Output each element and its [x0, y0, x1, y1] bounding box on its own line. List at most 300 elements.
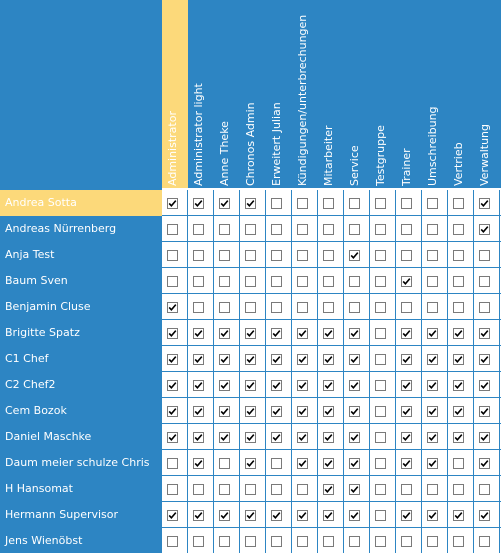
membership-checkbox[interactable]	[479, 484, 490, 495]
membership-checkbox[interactable]	[219, 250, 230, 261]
membership-checkbox[interactable]	[193, 406, 204, 417]
checkmark-icon	[220, 433, 229, 442]
membership-checkbox[interactable]	[219, 276, 230, 287]
checkmark-icon	[428, 329, 437, 338]
membership-checkbox[interactable]	[219, 458, 230, 469]
grid-divider	[162, 215, 501, 216]
membership-checkbox[interactable]	[245, 198, 256, 209]
checkmark-icon	[298, 329, 307, 338]
column-header-label: Mitarbeiter	[322, 125, 335, 186]
checkmark-icon	[350, 381, 359, 390]
column-header[interactable]	[422, 0, 448, 188]
membership-checkbox[interactable]	[219, 302, 230, 313]
membership-checkbox[interactable]	[167, 536, 178, 547]
membership-checkbox[interactable]	[219, 328, 230, 339]
membership-checkbox[interactable]	[297, 484, 308, 495]
membership-checkbox[interactable]	[323, 536, 334, 547]
membership-checkbox[interactable]	[453, 328, 464, 339]
checkmark-icon	[480, 511, 489, 520]
membership-checkbox[interactable]	[193, 510, 204, 521]
membership-checkbox[interactable]	[427, 406, 438, 417]
membership-checkbox[interactable]	[271, 432, 282, 443]
checkmark-icon	[402, 511, 411, 520]
grid-divider	[162, 319, 501, 320]
membership-checkbox[interactable]	[479, 302, 490, 313]
membership-checkbox[interactable]	[297, 276, 308, 287]
membership-checkbox[interactable]	[193, 380, 204, 391]
membership-checkbox[interactable]	[453, 484, 464, 495]
checkmark-icon	[220, 329, 229, 338]
membership-checkbox[interactable]	[375, 250, 386, 261]
checkmark-icon	[480, 225, 489, 234]
membership-checkbox[interactable]	[219, 484, 230, 495]
column-header-label: Service	[348, 145, 361, 186]
membership-checkbox[interactable]	[245, 250, 256, 261]
checkmark-icon	[298, 459, 307, 468]
checkmark-icon	[428, 459, 437, 468]
membership-checkbox[interactable]	[167, 432, 178, 443]
checkmark-icon	[454, 355, 463, 364]
checkmark-icon	[324, 329, 333, 338]
membership-checkbox[interactable]	[271, 484, 282, 495]
user-name[interactable]: Jens Wienöbst	[5, 534, 83, 547]
membership-checkbox[interactable]	[323, 224, 334, 235]
checkmark-icon	[402, 407, 411, 416]
membership-checkbox[interactable]	[245, 484, 256, 495]
membership-checkbox[interactable]	[349, 458, 360, 469]
checkmark-icon	[272, 511, 281, 520]
membership-checkbox[interactable]	[427, 484, 438, 495]
user-name[interactable]: Daum meier schulze Chris	[5, 456, 150, 469]
membership-checkbox[interactable]	[219, 224, 230, 235]
membership-checkbox[interactable]	[427, 380, 438, 391]
membership-checkbox[interactable]	[479, 432, 490, 443]
membership-checkbox[interactable]	[297, 432, 308, 443]
membership-checkbox[interactable]	[297, 328, 308, 339]
checkmark-icon	[194, 433, 203, 442]
membership-checkbox[interactable]	[349, 302, 360, 313]
membership-checkbox[interactable]	[323, 510, 334, 521]
membership-checkbox[interactable]	[297, 198, 308, 209]
membership-checkbox[interactable]	[401, 276, 412, 287]
membership-checkbox[interactable]	[323, 484, 334, 495]
membership-checkbox[interactable]	[453, 406, 464, 417]
membership-checkbox[interactable]	[401, 510, 412, 521]
checkmark-icon	[480, 199, 489, 208]
membership-checkbox[interactable]	[271, 276, 282, 287]
user-name[interactable]: Hermann Supervisor	[5, 508, 119, 521]
user-name[interactable]: Brigitte Spatz	[5, 326, 80, 339]
checkmark-icon	[480, 433, 489, 442]
checkmark-icon	[168, 329, 177, 338]
membership-checkbox[interactable]	[297, 224, 308, 235]
column-header[interactable]	[448, 0, 474, 188]
checkmark-icon	[402, 381, 411, 390]
user-name[interactable]: Daniel Maschke	[5, 430, 92, 443]
membership-checkbox[interactable]	[375, 276, 386, 287]
membership-checkbox[interactable]	[193, 302, 204, 313]
checkmark-icon	[272, 407, 281, 416]
column-header[interactable]	[396, 0, 422, 188]
membership-checkbox[interactable]	[193, 484, 204, 495]
grid-divider	[162, 293, 501, 294]
membership-checkbox[interactable]	[479, 328, 490, 339]
checkmark-icon	[480, 381, 489, 390]
membership-checkbox[interactable]	[193, 328, 204, 339]
checkmark-icon	[246, 381, 255, 390]
membership-checkbox[interactable]	[349, 536, 360, 547]
membership-checkbox[interactable]	[375, 510, 386, 521]
membership-checkbox[interactable]	[479, 224, 490, 235]
membership-checkbox[interactable]	[427, 458, 438, 469]
membership-checkbox[interactable]	[219, 536, 230, 547]
membership-checkbox[interactable]	[349, 354, 360, 365]
membership-checkbox[interactable]	[323, 250, 334, 261]
membership-checkbox[interactable]	[245, 536, 256, 547]
membership-checkbox[interactable]	[401, 354, 412, 365]
membership-checkbox[interactable]	[375, 198, 386, 209]
membership-checkbox[interactable]	[427, 328, 438, 339]
membership-checkbox[interactable]	[297, 354, 308, 365]
membership-checkbox[interactable]	[245, 432, 256, 443]
checkmark-icon	[324, 433, 333, 442]
membership-checkbox[interactable]	[245, 302, 256, 313]
membership-checkbox[interactable]	[401, 250, 412, 261]
membership-checkbox[interactable]	[219, 354, 230, 365]
membership-checkbox[interactable]	[479, 406, 490, 417]
column-header[interactable]	[266, 0, 292, 188]
membership-checkbox[interactable]	[427, 250, 438, 261]
checkmark-icon	[324, 355, 333, 364]
checkmark-icon	[350, 251, 359, 260]
grid-divider	[162, 501, 501, 502]
checkmark-icon	[246, 407, 255, 416]
membership-checkbox[interactable]	[271, 380, 282, 391]
checkmark-icon	[194, 199, 203, 208]
membership-checkbox[interactable]	[219, 198, 230, 209]
column-header[interactable]	[344, 0, 370, 188]
membership-checkbox[interactable]	[401, 432, 412, 443]
membership-checkbox[interactable]	[193, 458, 204, 469]
checkmark-icon	[194, 407, 203, 416]
membership-checkbox[interactable]	[349, 510, 360, 521]
column-header[interactable]	[292, 0, 318, 188]
membership-checkbox[interactable]	[453, 380, 464, 391]
membership-checkbox[interactable]	[479, 198, 490, 209]
membership-checkbox[interactable]	[245, 458, 256, 469]
user-name[interactable]: C1 Chef	[5, 352, 49, 365]
user-name[interactable]: Cem Bozok	[5, 404, 67, 417]
grid-divider	[162, 397, 501, 398]
membership-checkbox[interactable]	[167, 406, 178, 417]
membership-checkbox[interactable]	[167, 458, 178, 469]
membership-checkbox[interactable]	[167, 484, 178, 495]
column-header[interactable]	[474, 0, 500, 188]
membership-checkbox[interactable]	[271, 458, 282, 469]
membership-checkbox[interactable]	[427, 510, 438, 521]
checkmark-icon	[428, 355, 437, 364]
column-header[interactable]	[162, 0, 188, 188]
checkmark-icon	[220, 355, 229, 364]
column-header-label: Verwaltung	[478, 124, 491, 186]
membership-checkbox[interactable]	[323, 458, 334, 469]
membership-checkbox[interactable]	[479, 510, 490, 521]
membership-checkbox[interactable]	[193, 276, 204, 287]
checkmark-icon	[168, 381, 177, 390]
column-header[interactable]	[214, 0, 240, 188]
user-name[interactable]: Anja Test	[5, 248, 55, 261]
membership-checkbox[interactable]	[453, 198, 464, 209]
checkmark-icon	[350, 459, 359, 468]
membership-checkbox[interactable]	[453, 458, 464, 469]
membership-checkbox[interactable]	[427, 302, 438, 313]
checkmark-icon	[350, 355, 359, 364]
membership-checkbox[interactable]	[245, 224, 256, 235]
membership-checkbox[interactable]	[323, 302, 334, 313]
membership-checkbox[interactable]	[479, 536, 490, 547]
membership-checkbox[interactable]	[193, 250, 204, 261]
membership-checkbox[interactable]	[479, 354, 490, 365]
membership-checkbox[interactable]	[375, 432, 386, 443]
membership-checkbox[interactable]	[297, 510, 308, 521]
membership-checkbox[interactable]	[375, 224, 386, 235]
column-header-label: Erweitert Julian	[270, 102, 283, 186]
membership-checkbox[interactable]	[167, 224, 178, 235]
checkmark-icon	[168, 511, 177, 520]
checkmark-icon	[246, 199, 255, 208]
membership-checkbox[interactable]	[349, 276, 360, 287]
membership-checkbox[interactable]	[297, 250, 308, 261]
membership-checkbox[interactable]	[427, 536, 438, 547]
column-header-label: Kündigungen/unterbrechungen	[296, 14, 309, 186]
checkmark-icon	[246, 355, 255, 364]
membership-checkbox[interactable]	[427, 198, 438, 209]
checkmark-icon	[298, 381, 307, 390]
checkmark-icon	[480, 355, 489, 364]
checkmark-icon	[194, 329, 203, 338]
membership-checkbox[interactable]	[245, 380, 256, 391]
column-header-label: Testgruppe	[374, 125, 387, 186]
checkmark-icon	[454, 433, 463, 442]
column-header-label: Umschreibung	[426, 106, 439, 186]
checkmark-icon	[246, 511, 255, 520]
membership-checkbox[interactable]	[453, 354, 464, 365]
membership-checkbox[interactable]	[427, 354, 438, 365]
user-name[interactable]: H Hansomat	[5, 482, 73, 495]
membership-checkbox[interactable]	[401, 380, 412, 391]
membership-checkbox[interactable]	[453, 250, 464, 261]
user-name[interactable]: Baum Sven	[5, 274, 68, 287]
membership-checkbox[interactable]	[297, 406, 308, 417]
membership-checkbox[interactable]	[167, 510, 178, 521]
checkmark-icon	[194, 459, 203, 468]
membership-checkbox[interactable]	[479, 250, 490, 261]
checkmark-icon	[324, 407, 333, 416]
membership-checkbox[interactable]	[375, 328, 386, 339]
checkmark-icon	[194, 511, 203, 520]
checkmark-icon	[194, 381, 203, 390]
membership-checkbox[interactable]	[427, 276, 438, 287]
membership-checkbox[interactable]	[297, 380, 308, 391]
checkmark-icon	[402, 355, 411, 364]
checkmark-icon	[220, 407, 229, 416]
membership-checkbox[interactable]	[323, 406, 334, 417]
membership-checkbox[interactable]	[375, 354, 386, 365]
checkmark-icon	[298, 407, 307, 416]
membership-checkbox[interactable]	[401, 484, 412, 495]
membership-checkbox[interactable]	[245, 328, 256, 339]
checkmark-icon	[480, 407, 489, 416]
column-header[interactable]	[188, 0, 214, 188]
membership-checkbox[interactable]	[167, 276, 178, 287]
user-name[interactable]: C2 Chef2	[5, 378, 56, 391]
grid-divider	[162, 267, 501, 268]
checkmark-icon	[428, 511, 437, 520]
membership-checkbox[interactable]	[349, 484, 360, 495]
membership-checkbox[interactable]	[271, 224, 282, 235]
membership-checkbox[interactable]	[323, 328, 334, 339]
membership-checkbox[interactable]	[167, 354, 178, 365]
column-header[interactable]	[240, 0, 266, 188]
membership-checkbox[interactable]	[167, 302, 178, 313]
membership-checkbox[interactable]	[193, 198, 204, 209]
membership-checkbox[interactable]	[375, 406, 386, 417]
checkmark-icon	[246, 329, 255, 338]
checkmark-icon	[350, 329, 359, 338]
column-header-label: Vertrieb	[452, 142, 465, 186]
membership-checkbox[interactable]	[401, 224, 412, 235]
membership-checkbox[interactable]	[453, 510, 464, 521]
membership-checkbox[interactable]	[271, 536, 282, 547]
membership-checkbox[interactable]	[479, 458, 490, 469]
column-header-label: Administrator light	[192, 83, 205, 186]
checkmark-icon	[454, 381, 463, 390]
membership-checkbox[interactable]	[271, 510, 282, 521]
membership-checkbox[interactable]	[167, 250, 178, 261]
column-header-label: Anne Theke	[218, 121, 231, 186]
checkmark-icon	[194, 355, 203, 364]
column-header-label: Administrator	[166, 111, 179, 186]
membership-checkbox[interactable]	[349, 432, 360, 443]
membership-checkbox[interactable]	[245, 276, 256, 287]
membership-checkbox[interactable]	[375, 536, 386, 547]
checkmark-icon	[402, 459, 411, 468]
membership-checkbox[interactable]	[349, 406, 360, 417]
membership-checkbox[interactable]	[219, 432, 230, 443]
membership-checkbox[interactable]	[479, 380, 490, 391]
membership-checkbox[interactable]	[193, 354, 204, 365]
membership-checkbox[interactable]	[271, 328, 282, 339]
checkmark-icon	[324, 381, 333, 390]
checkmark-icon	[220, 511, 229, 520]
checkmark-icon	[324, 485, 333, 494]
membership-checkbox[interactable]	[219, 406, 230, 417]
membership-checkbox[interactable]	[167, 198, 178, 209]
membership-checkbox[interactable]	[245, 406, 256, 417]
checkmark-icon	[298, 433, 307, 442]
membership-checkbox[interactable]	[193, 224, 204, 235]
membership-checkbox[interactable]	[271, 198, 282, 209]
user-name[interactable]: Andreas Nürrenberg	[5, 222, 117, 235]
membership-checkbox[interactable]	[453, 224, 464, 235]
membership-checkbox[interactable]	[219, 510, 230, 521]
membership-checkbox[interactable]	[453, 302, 464, 313]
grid-divider	[162, 345, 501, 346]
membership-checkbox[interactable]	[271, 250, 282, 261]
checkmark-icon	[454, 329, 463, 338]
membership-checkbox[interactable]	[375, 484, 386, 495]
membership-checkbox[interactable]	[349, 224, 360, 235]
membership-checkbox[interactable]	[401, 328, 412, 339]
membership-checkbox[interactable]	[271, 406, 282, 417]
membership-checkbox[interactable]	[323, 380, 334, 391]
checkmark-icon	[246, 433, 255, 442]
column-header[interactable]	[318, 0, 344, 188]
membership-checkbox[interactable]	[349, 250, 360, 261]
checkmark-icon	[220, 381, 229, 390]
membership-checkbox[interactable]	[245, 510, 256, 521]
membership-checkbox[interactable]	[297, 458, 308, 469]
grid-divider	[162, 475, 501, 476]
membership-checkbox[interactable]	[297, 302, 308, 313]
membership-checkbox[interactable]	[453, 536, 464, 547]
membership-checkbox[interactable]	[193, 536, 204, 547]
user-name[interactable]: Benjamin Cluse	[5, 300, 91, 313]
membership-checkbox[interactable]	[401, 198, 412, 209]
membership-checkbox[interactable]	[401, 406, 412, 417]
grid-divider	[162, 527, 501, 528]
membership-checkbox[interactable]	[401, 536, 412, 547]
column-header-label: Chronos Admin	[244, 102, 257, 186]
membership-checkbox[interactable]	[271, 354, 282, 365]
membership-checkbox[interactable]	[271, 302, 282, 313]
membership-checkbox[interactable]	[349, 198, 360, 209]
membership-checkbox[interactable]	[323, 276, 334, 287]
membership-checkbox[interactable]	[297, 536, 308, 547]
user-name[interactable]: Andrea Sotta	[0, 190, 162, 216]
grid-divider	[162, 449, 501, 450]
membership-checkbox[interactable]	[401, 458, 412, 469]
checkmark-icon	[428, 407, 437, 416]
column-header-label: Trainer	[400, 148, 413, 186]
membership-checkbox[interactable]	[193, 432, 204, 443]
membership-checkbox[interactable]	[453, 276, 464, 287]
checkmark-icon	[480, 329, 489, 338]
membership-checkbox[interactable]	[375, 302, 386, 313]
checkmark-icon	[272, 433, 281, 442]
membership-checkbox[interactable]	[375, 458, 386, 469]
checkmark-icon	[480, 459, 489, 468]
membership-checkbox[interactable]	[375, 380, 386, 391]
membership-checkbox[interactable]	[427, 224, 438, 235]
membership-checkbox[interactable]	[401, 302, 412, 313]
membership-checkbox[interactable]	[453, 432, 464, 443]
membership-checkbox[interactable]	[349, 380, 360, 391]
column-header[interactable]	[370, 0, 396, 188]
membership-checkbox[interactable]	[349, 328, 360, 339]
membership-checkbox[interactable]	[479, 276, 490, 287]
membership-checkbox[interactable]	[167, 328, 178, 339]
membership-checkbox[interactable]	[427, 432, 438, 443]
membership-checkbox[interactable]	[219, 380, 230, 391]
membership-checkbox[interactable]	[245, 354, 256, 365]
checkmark-icon	[428, 433, 437, 442]
membership-checkbox[interactable]	[323, 432, 334, 443]
membership-checkbox[interactable]	[167, 380, 178, 391]
checkmark-icon	[402, 329, 411, 338]
membership-checkbox[interactable]	[323, 198, 334, 209]
membership-checkbox[interactable]	[323, 354, 334, 365]
